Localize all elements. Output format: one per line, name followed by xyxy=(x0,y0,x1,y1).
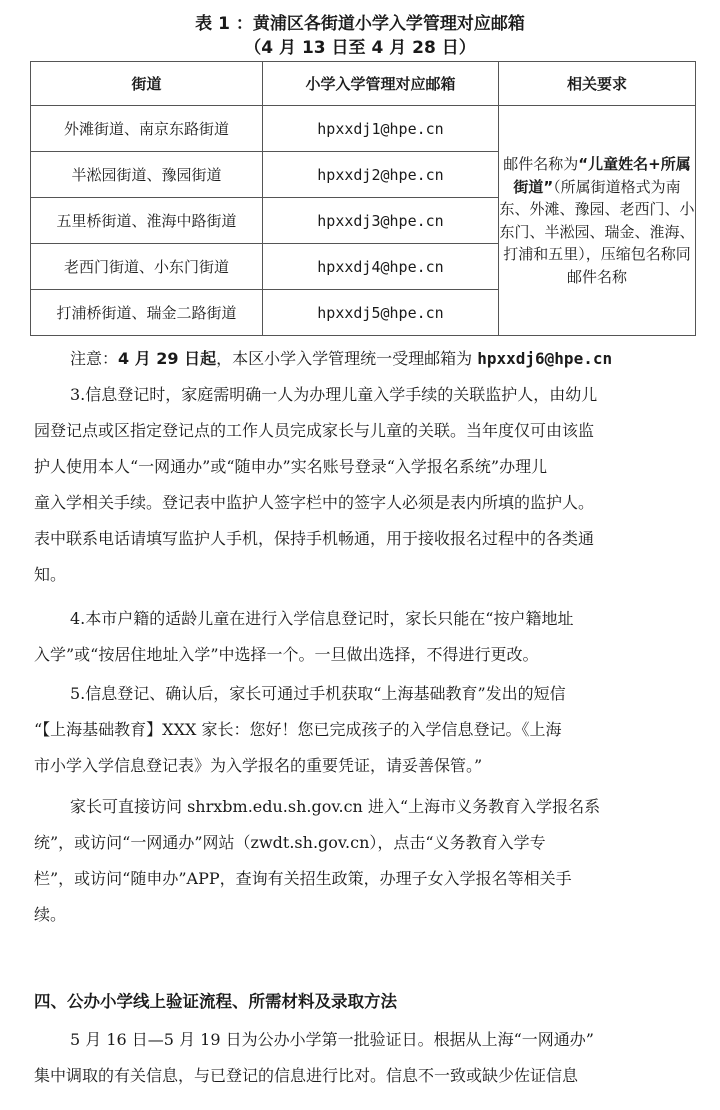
requirement-bold: “儿童姓名+所属街道” xyxy=(513,155,691,196)
paragraph-line: 4.本市户籍的适龄儿童在进行入学信息登记时，家长只能在“按户籍地址 xyxy=(70,609,574,628)
paragraph-line: 入学”或“按居住地址入学”中选择一个。一旦做出选择，不得进行更改。 xyxy=(34,645,539,664)
paragraph-line: 家长可直接访问 shrxbm.edu.sh.gov.cn 进入“上海市义务教育入学报名系 xyxy=(70,797,601,816)
section-heading: 四、公办小学线上验证流程、所需材料及录取方法 xyxy=(34,992,397,1011)
street-cell: 半淞园街道、豫园街道 xyxy=(31,152,263,198)
note-line xyxy=(70,345,612,373)
note-email: hpxxdj6@hpe.cn xyxy=(477,349,613,368)
paragraph-line: 童入学相关手续。登记表中监护人签字栏中的签字人必须是表内所填的监护人。 xyxy=(34,493,595,512)
paragraph-line: “【上海基础教育】XXX 家长：您好！您已完成孩子的入学信息登记。《上海 xyxy=(34,720,562,739)
note-date: 4 月 29 日起 xyxy=(118,349,217,368)
email-cell: hpxxdj3@hpe.cn xyxy=(263,198,499,244)
street-cell: 老西门街道、小东门街道 xyxy=(31,244,263,290)
table-header-row xyxy=(31,62,696,106)
street-cell: 打浦桥街道、瑞金二路街道 xyxy=(31,290,263,336)
paragraph-line: 统”，或访问“一网通办”网站（zwdt.sh.gov.cn），点击“义务教育入学专 xyxy=(34,833,546,852)
street-cell: 五里桥街道、淮海中路街道 xyxy=(31,198,263,244)
requirement-suffix: （所属街道格式为南东、外滩、豫园、老西门、小东门、半淞园、瑞金、淮海、打浦和五里），压缩包名称同邮件名称 xyxy=(499,177,695,286)
street-cell: 外滩街道、南京东路街道 xyxy=(31,106,263,152)
paragraph-line: 园登记点或区指定登记点的工作人员完成家长与儿童的关联。当年度仅可由该监 xyxy=(34,421,595,440)
note-middle: ，本区小学入学管理统一受理邮箱为 xyxy=(216,349,478,368)
paragraph-line: 护人使用本人“一网通办”或“随申办”实名账号登录“入学报名系统”办理儿 xyxy=(34,457,548,476)
paragraph-line: 表中联系电话请填写监护人手机，保持手机畅通，用于接收报名过程中的各类通 xyxy=(34,529,595,548)
email-cell: hpxxdj1@hpe.cn xyxy=(263,106,499,152)
paragraph-line: 3.信息登记时，家庭需明确一人为办理儿童入学手续的关联监护人，由幼儿 xyxy=(70,385,598,404)
paragraph-line: 栏”，或访问“随申办”APP，查询有关招生政策，办理子女入学报名等相关手 xyxy=(34,869,572,888)
table-date-range: （4 月 13 日至 4 月 28 日） xyxy=(244,38,476,58)
paragraph-line: 续。 xyxy=(34,905,67,924)
paragraph-line: 集中调取的有关信息，与已登记的信息进行比对。信息不一致或缺少佐证信息 xyxy=(34,1066,579,1085)
mailbox-table xyxy=(30,61,696,336)
email-cell: hpxxdj2@hpe.cn xyxy=(263,152,499,198)
header-street: 街道 xyxy=(31,62,263,106)
requirement-prefix: 邮件名称为 xyxy=(503,155,579,173)
email-cell: hpxxdj5@hpe.cn xyxy=(263,290,499,336)
paragraph-line: 市小学入学信息登记表》为入学报名的重要凭证，请妥善保管。” xyxy=(34,756,483,775)
requirement-cell xyxy=(499,106,696,336)
paragraph-line: 5.信息登记、确认后，家长可通过手机获取“上海基础教育”发出的短信 xyxy=(70,684,566,703)
note-prefix: 注意： xyxy=(70,349,119,368)
paragraph-line: 知。 xyxy=(34,565,67,584)
paragraph-line: 5 月 16 日—5 月 19 日为公办小学第一批验证日。根据从上海“一网通办” xyxy=(70,1030,594,1049)
email-cell: hpxxdj4@hpe.cn xyxy=(263,244,499,290)
header-requirement: 相关要求 xyxy=(499,62,696,106)
table-row xyxy=(31,106,696,152)
header-email: 小学入学管理对应邮箱 xyxy=(263,62,499,106)
table-title: 表 1 ：黄浦区各街道小学入学管理对应邮箱 xyxy=(195,14,525,34)
